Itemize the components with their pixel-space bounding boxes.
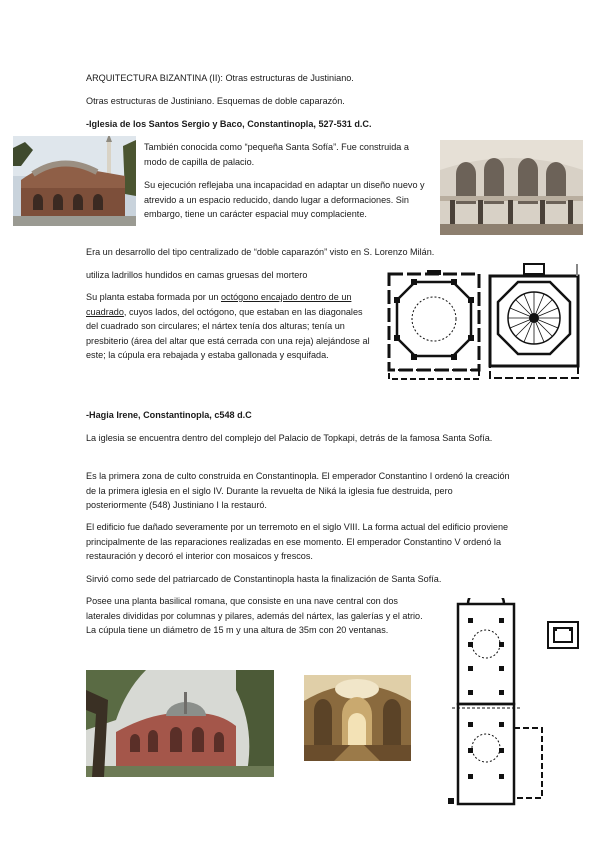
sergio-baco-paragraph-3: Era un desarrollo del tipo centralizado de “doble caparazón” visto en S. Lorenzo Milán. <box>86 247 435 257</box>
hagia-irene-paragraph-5: Posee una planta basilical romana, que consiste en una nave central con dos laterales divididas por columnas y pilares, además del nártex, las galerías y el atrio. La cúpula tiene un diámetro de 15 m y una altura de 35m con 20 ventanas. <box>86 596 423 635</box>
sergio-baco-exterior-photo <box>13 136 136 226</box>
plan-description-rest: , cuyos lados, del octógono, que estaban en las diagonales del cuadrado son circulares; el nártex tenía dos alturas; tenía un presbiterio (área del altar que está cerrada con una reja) alejándose al este; la cúpula era rebajada y estaba gallonada y esquifada. <box>86 306 370 360</box>
hagia-irene-paragraph-1: La iglesia se encuentra dentro del complejo del Palacio de Topkapi, detrás de la famosa Santa Sofía. <box>86 433 493 443</box>
plan-description-intro: Su planta estaba formada por un <box>86 292 221 302</box>
hagia-irene-paragraph-4: Sirvió como sede del patriarcado de Constantinopla hasta la finalización de Santa Sofía. <box>86 574 442 584</box>
sergio-baco-paragraph-2: Su ejecución reflejaba una incapacidad en adaptar un diseño nuevo y atrevido a un espacio reducido, dando lugar a deformaciones. Sin embargo, tiene un carácter espacial muy complaciente. <box>144 180 425 219</box>
sergio-baco-paragraph-1: También conocida como “pequeña Santa Sofía”. Fue construida a modo de capilla de palacio. <box>144 142 409 167</box>
hagia-irene-paragraph-2: Es la primera zona de culto construida en Constantinopla. El emperador Constantino I ordenó la creación de la primera iglesia en el siglo IV. Durante la revuelta de Niká la iglesia fue destruida, pero posteriormente (548) Justiniano I la restauró. <box>86 471 510 510</box>
document-title: ARQUITECTURA BIZANTINA (II): Otras estructuras de Justiniano. <box>86 73 354 83</box>
document-subtitle: Otras estructuras de Justiniano. Esquemas de doble caparazón. <box>86 96 345 106</box>
sergio-baco-dome-plan-drawing <box>484 262 584 382</box>
hagia-irene-paragraph-3: El edificio fue dañado severamente por un terremoto en el siglo VIII. La forma actual del edificio proviene principalmente de las reparaciones realizadas en ese momento. El emperador Constantino V ordenó la restauración y decoró el interior con mosaicos y frescos. <box>86 522 509 561</box>
section-heading-hagia-irene: -Hagia Irene, Constantinopla, c548 d.C <box>86 410 252 420</box>
section-heading-sergio-baco: -Iglesia de los Santos Sergio y Baco, Constantinopla, 527-531 d.C. <box>86 119 372 129</box>
hagia-irene-interior-photo <box>304 675 411 761</box>
sergio-baco-floor-plan-drawing <box>385 270 483 382</box>
hagia-irene-exterior-photo <box>86 670 274 777</box>
sergio-baco-paragraph-4: utiliza ladrillos hundidos en camas gruesas del mortero <box>86 270 308 280</box>
hagia-irene-floor-plan-drawing <box>444 598 582 810</box>
sergio-baco-paragraph-5 <box>86 290 376 363</box>
sergio-baco-interior-photo <box>440 140 583 235</box>
plan-description-highlight: octógono encajado dentro de un cuadrado <box>86 292 352 317</box>
